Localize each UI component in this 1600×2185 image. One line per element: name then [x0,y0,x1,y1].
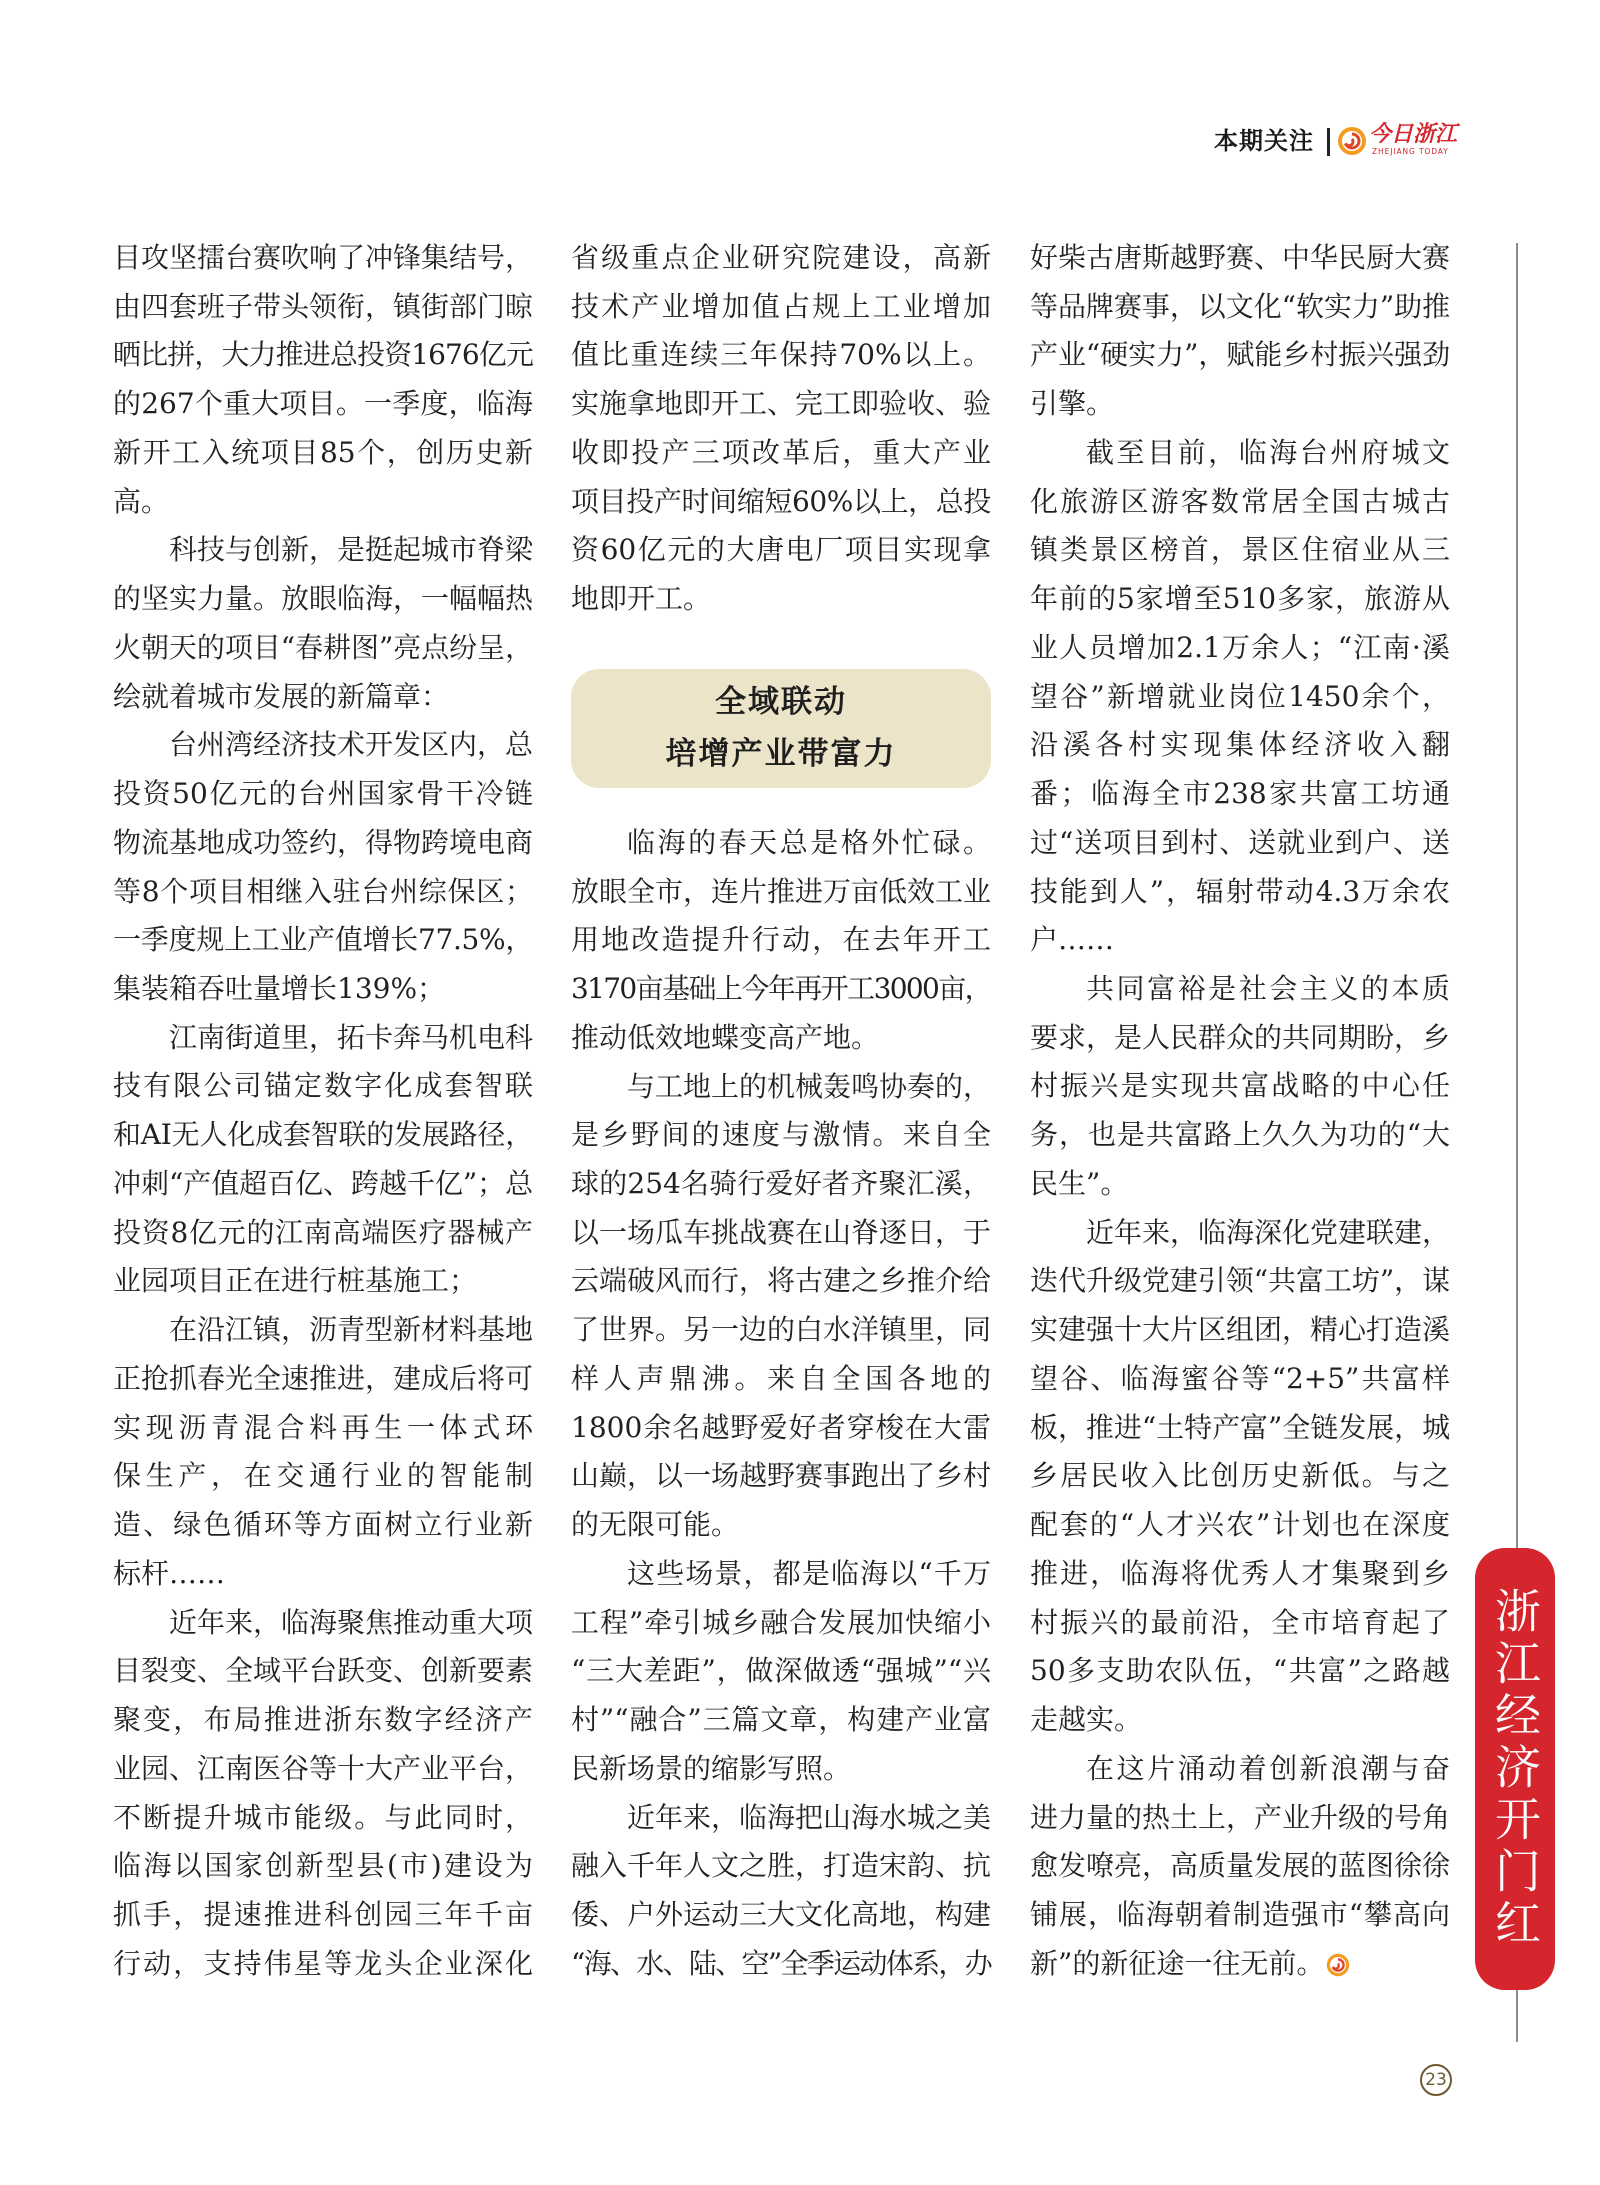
text-line: 台州湾经济技术开发区内，总 [169,728,534,762]
paragraph [113,526,533,721]
text-line: 云端破风而行，将古建之乡推介给 [571,1264,992,1298]
text-line: 望谷”新增就业岗位1450余个， [1030,679,1450,713]
text-line: 户…… [1030,923,1115,957]
text-line: 在沿江镇，沥青型新材料基地 [169,1313,534,1347]
section-heading-line-2: 培增产业带富力 [665,736,897,773]
text-line: 3170亩基础上今年再开工3000亩， [571,972,991,1006]
text-line: 融入千年人文之胜，打造宋韵、抗 [571,1849,992,1883]
section-heading [571,624,991,819]
text-line: 产业“硬实力”，赋能乡村振兴强劲 [1030,338,1450,372]
article-column-1 [113,234,533,1988]
text-line: 乡居民收入比创历史新低。与之 [1030,1459,1450,1493]
page-number: 23 [1420,2064,1452,2096]
text-line: 的坚实力量。放眼临海，一幅幅热 [113,582,534,616]
text-line: 倭、户外运动三大文化高地，构建 [571,1897,992,1931]
text-line: 聚变，布局推进浙东数字经济产 [113,1703,533,1737]
side-tab [1475,1548,1555,1990]
text-line: 50多支助农队伍，“共富”之路越 [1030,1654,1450,1688]
text-line: 业人员增加2.1万余人；“江南·溪 [1030,630,1450,664]
text-line: 村”“融合”三篇文章，构建产业富 [571,1703,991,1737]
text-line: 样人声鼎沸。来自全国各地的 [571,1361,991,1395]
text-line: 配套的“人才兴农”计划也在深度 [1030,1508,1450,1542]
section-heading-box [571,669,991,788]
paragraph [571,1794,991,1989]
article-column-3 [1030,234,1450,1988]
text-line: 与工地上的机械轰鸣协奏的， [627,1069,992,1103]
text-line: 迭代升级党建引领“共富工坊”，谋 [1030,1264,1450,1298]
paragraph [571,1063,991,1550]
text-line: 高。 [113,484,170,518]
text-line: 在这片涌动着创新浪潮与奋 [1086,1751,1450,1785]
text-line: 近年来，临海深化党建联建， [1086,1215,1451,1249]
text-line: 村振兴是实现共富战略的中心任 [1030,1069,1450,1103]
text-line: 球的254名骑行爱好者齐聚汇溪， [571,1166,991,1200]
text-line: 以一场瓜车挑战赛在山脊逐日，于 [571,1215,992,1249]
text-line: 愈发嘹亮，高质量发展的蓝图徐徐 [1030,1849,1451,1883]
paragraph [1030,234,1450,429]
text-line: 科技与创新，是挺起城市脊梁 [169,533,534,567]
text-line: 正抢抓春光全速推进，建成后将可 [113,1361,534,1395]
text-line: 集装箱吞吐量增长139%； [113,972,446,1006]
text-line: 放眼全市，连片推进万亩低效工业 [571,874,992,908]
text-line: 晒比拼，大力推进总投资1676亿元 [113,338,533,372]
right-vertical-rule [1516,243,1518,1548]
paragraph [1030,965,1450,1209]
text-line: 板，推进“土特产富”全链发展，城 [1030,1410,1450,1444]
text-line: 省级重点企业研究院建设，高新 [571,241,991,274]
text-line: 民生”。 [1030,1166,1129,1200]
text-line: 走越实。 [1030,1703,1143,1737]
text-line: 工程”牵引城乡融合发展加快缩小 [571,1605,991,1639]
text-line: 等品牌赛事，以文化“软实力”助推 [1030,289,1450,323]
text-line: 实施拿地即开工、完工即验收、验 [571,387,992,421]
paragraph [571,819,991,1063]
text-line: 江南街道里，拓卡奔马机电科 [169,1020,534,1054]
right-vertical-rule-lower [1516,1990,1518,2042]
paragraph [113,1306,533,1598]
text-line: 务，也是共富路上久久为功的“大 [1030,1118,1450,1152]
text-line: 造、绿色循环等方面树立行业新 [113,1508,533,1542]
text-line: 好柴古唐斯越野赛、中华民厨大赛 [1030,241,1451,274]
text-line: 村振兴的最前沿，全市培育起了 [1030,1605,1450,1639]
text-line: 的267个重大项目。一季度，临海 [113,387,533,421]
text-line: “三大差距”，做深做透“强城”“兴 [571,1654,991,1688]
text-line: 业园、江南医谷等十大产业平台， [113,1751,534,1785]
magazine-logo-subtitle: ZHEJIANG TODAY [1372,147,1449,156]
text-line: 投资8亿元的江南高端医疗器械产 [113,1215,533,1249]
text-line: 1800余名越野爱好者穿梭在大雷 [571,1410,991,1444]
text-line: 铺展，临海朝着制造强市“攀高向 [1030,1897,1450,1931]
text-line: 值比重连续三年保持70%以上。 [571,338,991,372]
text-line: 一季度规上工业产值增长77.5%， [113,923,533,957]
paragraph [1030,429,1450,965]
paragraph [571,1550,991,1794]
text-line: 截至目前，临海台州府城文 [1086,435,1450,469]
magazine-logo-name: 今日浙江 [1369,121,1458,147]
text-line [1030,1940,1450,1989]
paragraph [571,234,991,624]
section-heading-line-1: 全域联动 [715,684,847,721]
text-line: 年前的5家增至510多家，旅游从 [1030,582,1450,616]
text-line: 不断提升城市能级。与此同时， [113,1800,533,1834]
paragraph [1030,1745,1450,1989]
text-line: 这些场景，都是临海以“千万 [627,1556,991,1590]
text-line: 技有限公司锚定数字化成套智联 [113,1069,533,1103]
text-line: 山巅，以一场越野赛事跑出了乡村 [571,1459,992,1493]
text-line: 了世界。另一边的白水洋镇里，同 [571,1313,992,1347]
text-line: 由四套班子带头领衔，镇街部门晾 [113,289,534,323]
paragraph [113,1599,533,1989]
text-line: 物流基地成功签约，得物跨境电商 [113,825,534,859]
text-line: 近年来，临海把山海水城之美 [627,1800,992,1834]
text-line: 镇类景区榜首，景区住宿业从三 [1030,533,1450,567]
text-line: 实现沥青混合料再生一体式环 [113,1410,533,1444]
text-line: 投资50亿元的台州国家骨干冷链 [113,777,533,811]
text-line: 行动，支持伟星等龙头企业深化 [113,1946,533,1980]
text-line: 近年来，临海聚焦推动重大项 [169,1605,534,1639]
text-line: 沿溪各村实现集体经济收入翻 [1030,728,1450,762]
text-line: 保生产，在交通行业的智能制 [113,1459,533,1493]
text-line: 业园项目正在进行桩基施工； [113,1264,478,1298]
text-line: 进力量的热土上，产业升级的号角 [1030,1800,1451,1834]
paragraph [113,1014,533,1306]
text-line: 推进，临海将优秀人才集聚到乡 [1030,1556,1450,1590]
article-column-2 [571,234,991,1988]
text-line: 技术产业增加值占规上工业增加 [571,289,991,323]
text-line: 标杆…… [113,1556,226,1590]
text-line: 引擎。 [1030,387,1115,421]
text-line: “海、水、陆、空”全季运动体系，办 [571,1946,991,1980]
text-line: 目攻坚擂台赛吹响了冲锋集结号， [113,241,534,274]
text-line: 项目投产时间缩短60%以上，总投 [571,484,991,518]
swirl-logo-icon [1337,126,1367,156]
text-line: 新开工入统项目85个，创历史新 [113,435,533,469]
text-line: 番；临海全市238家共富工坊通 [1030,777,1450,811]
text-line: 火朝天的项目“春耕图”亮点纷呈， [113,630,533,664]
text-line: 资60亿元的大唐电厂项目实现拿 [571,533,991,567]
text-line: 共同富裕是社会主义的本质 [1086,972,1450,1006]
text-line: 是乡野间的速度与激情。来自全 [571,1118,991,1152]
text-line: 抓手，提速推进科创园三年千亩 [113,1897,533,1931]
text-line: 绘就着城市发展的新篇章： [113,679,450,713]
text-line: 冲刺“产值超百亿、跨越千亿”；总 [113,1166,533,1200]
text-line: 用地改造提升行动，在去年开工 [571,923,991,957]
text-line: 民新场景的缩影写照。 [571,1751,852,1785]
paragraph [1030,1209,1450,1745]
text-line: 和AI无人化成套智联的发展路径， [113,1118,533,1152]
text-line: 过“送项目到村、送就业到户、送 [1030,825,1450,859]
side-tab-label: 浙江经济开门红 [1488,1587,1542,1951]
section-label: 本期关注 [1214,127,1314,155]
text-line: 等8个项目相继入驻台州综保区； [113,874,533,908]
text-line: 地即开工。 [571,582,712,616]
text-line: 推动低效地蝶变高产地。 [571,1020,880,1054]
text-line: 临海以国家创新型县(市)建设为 [113,1849,533,1883]
text-line: 收即投产三项改革后，重大产业 [571,435,991,469]
text-line: 技能到人”，辐射带动4.3万余农 [1030,874,1450,908]
header-divider [1327,128,1330,156]
text-line: 实建强十大片区组团，精心打造溪 [1030,1313,1451,1347]
text-line: 要求，是人民群众的共同期盼，乡 [1030,1020,1451,1054]
text-line: 临海的春天总是格外忙碌。 [627,825,991,859]
text-line-content: 新”的新征途一往无前。 [1030,1946,1325,1980]
text-line: 望谷、临海蜜谷等“2+5”共富样 [1030,1361,1450,1395]
text-line: 的无限可能。 [571,1508,740,1542]
text-line: 化旅游区游客数常居全国古城古 [1030,484,1450,518]
paragraph [113,234,533,526]
text-line: 目裂变、全域平台跃变、创新要素 [113,1654,534,1688]
paragraph [113,721,533,1013]
end-mark-swirl-icon [1326,1953,1350,1977]
